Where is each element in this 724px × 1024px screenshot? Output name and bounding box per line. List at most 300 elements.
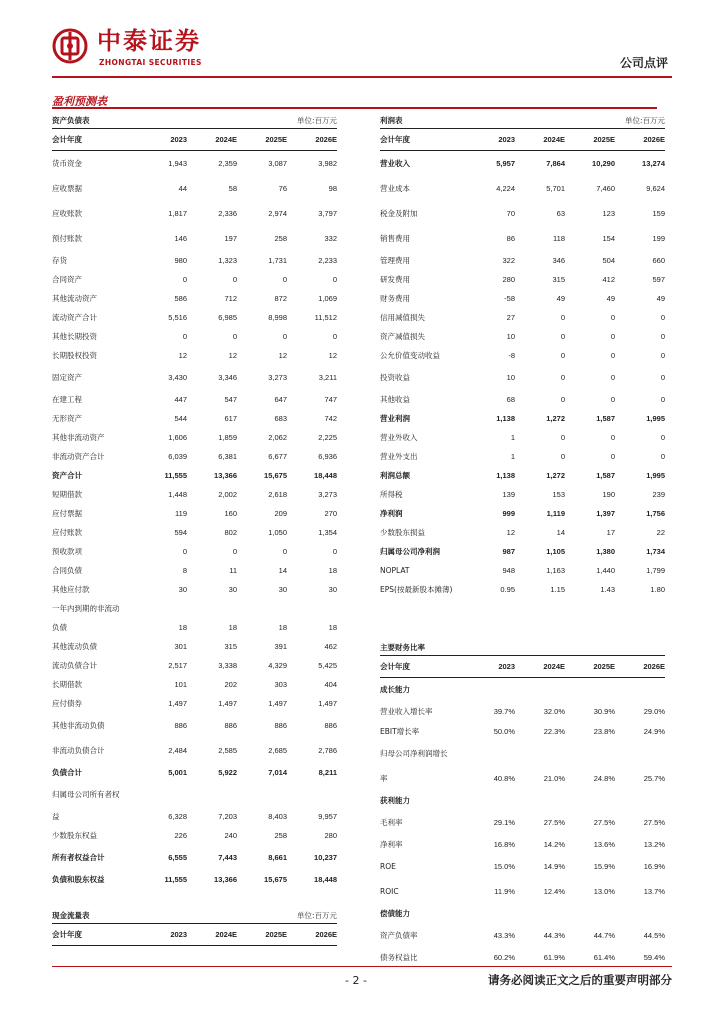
table-row [380, 810, 665, 835]
row-label: 所得税 [380, 490, 403, 499]
row-value: 3,982 [318, 159, 337, 168]
table-row [52, 542, 337, 561]
row-value: 13,366 [214, 875, 237, 884]
row-value: 7,203 [218, 812, 237, 821]
row-value: 0 [560, 395, 565, 404]
table-row [52, 713, 337, 738]
row-value: 0 [232, 332, 237, 341]
row-value: 1,138 [496, 414, 515, 423]
row-value: 6,328 [168, 812, 187, 821]
row-value: 1.80 [650, 585, 665, 594]
table-row [52, 151, 337, 176]
row-value: 1,497 [218, 699, 237, 708]
row-value: 159 [652, 209, 665, 218]
table-row [52, 845, 337, 870]
table-row [52, 656, 337, 675]
row-value: 0 [660, 332, 665, 341]
row-value: 32.0% [543, 706, 565, 716]
income-statement-title-bar [380, 112, 665, 129]
row-value: 76 [278, 184, 287, 193]
row-value: 2,002 [218, 490, 237, 499]
table-row [52, 580, 337, 599]
row-value: 9,957 [318, 812, 337, 821]
row-label: 预收款项 [52, 547, 82, 556]
row-label: 营业利润 [380, 414, 410, 423]
row-value: 5,957 [496, 159, 515, 168]
page-number: - 2 - [345, 974, 367, 987]
row-value: 8,661 [268, 853, 287, 862]
table-row [380, 308, 665, 327]
row-value: 1,587 [596, 414, 615, 423]
row-value: 18,448 [314, 471, 337, 480]
row-value: 1,163 [546, 566, 565, 575]
row-value: 987 [502, 547, 515, 556]
row-value: 24.8% [593, 774, 615, 783]
row-value: 30 [328, 585, 337, 594]
row-value: 3,346 [218, 373, 237, 382]
table-row [52, 327, 337, 346]
row-label: 资产合计 [52, 471, 82, 480]
row-value: 504 [602, 256, 615, 265]
row-value: 23.8% [593, 727, 615, 736]
ratios-title-bar [380, 639, 665, 656]
row-label: 财务费用 [380, 294, 410, 303]
row-value: 6,985 [218, 313, 237, 322]
row-value: 544 [174, 414, 187, 423]
row-value: 886 [174, 721, 187, 730]
row-value: 0 [610, 373, 615, 382]
row-value: 29.0% [643, 706, 665, 716]
zhongtai-logo-icon [52, 28, 88, 64]
row-value: 0 [610, 433, 615, 442]
row-value: 27.5% [543, 818, 565, 827]
row-value: 12 [228, 351, 237, 360]
row-value: 5,922 [218, 768, 237, 777]
table-row [380, 447, 665, 466]
row-value: 24.9% [643, 727, 665, 736]
table-row [52, 694, 337, 713]
row-label: 在建工程 [52, 395, 82, 404]
row-value: 683 [274, 414, 287, 423]
row-value: 346 [552, 256, 565, 265]
row-value: -8 [508, 351, 515, 360]
row-value: 119 [175, 509, 187, 518]
row-value: 303 [274, 680, 287, 689]
row-value: 14.2% [543, 840, 565, 849]
row-value: 315 [224, 642, 237, 651]
table-row [380, 678, 665, 700]
row-value: 21.0% [543, 774, 565, 783]
row-value: 13,274 [642, 159, 665, 168]
table-row [380, 466, 665, 485]
row-label: 非流动负债合计 [52, 746, 105, 755]
row-value: 1,497 [268, 699, 287, 708]
table-row [52, 807, 337, 826]
row-label: 长期借款 [52, 680, 82, 689]
row-value: 2,359 [218, 159, 237, 168]
table-row [380, 948, 665, 967]
row-value: 391 [274, 642, 287, 651]
row-value: 3,430 [168, 373, 187, 382]
table-row [52, 346, 337, 365]
row-label: 预付账款 [52, 234, 82, 243]
row-value: 2,618 [268, 490, 287, 499]
row-value: 0 [282, 332, 287, 341]
row-value: 447 [174, 395, 187, 404]
table-row [52, 176, 337, 201]
row-value: 0 [182, 547, 187, 556]
row-value: 199 [652, 234, 665, 243]
row-value: 3,087 [268, 159, 287, 168]
row-label: 净利率 [380, 840, 403, 849]
disclaimer-text: 请务必阅读正文之后的重要声明部分 [488, 973, 672, 987]
income-statement-title: 利润表 [380, 115, 403, 125]
row-value: 747 [324, 395, 337, 404]
row-value: 0 [332, 275, 337, 284]
row-value: 597 [652, 275, 665, 284]
row-value: 280 [502, 275, 515, 284]
page-header [0, 0, 724, 80]
ratios-title: 主要财务比率 [380, 642, 425, 652]
row-value: 2,225 [318, 433, 337, 442]
table-row [380, 365, 665, 390]
row-label: 其他非流动资产 [52, 433, 105, 442]
row-value: 3,338 [218, 661, 237, 670]
row-label: 归属母公司净利润 [380, 547, 440, 556]
row-value: 118 [553, 234, 565, 243]
table-row [52, 308, 337, 327]
row-value: 18 [178, 623, 187, 632]
row-value: 190 [602, 490, 615, 499]
row-value: 0 [610, 313, 615, 322]
row-value: 11.9% [494, 887, 515, 896]
table-row [52, 504, 337, 523]
header-divider [52, 76, 672, 78]
row-label: 营业外收入 [380, 433, 418, 442]
row-value: 0 [660, 452, 665, 461]
table-row [380, 879, 665, 904]
footer-divider [52, 966, 672, 967]
row-label: 合同负债 [52, 566, 82, 575]
row-value: 1,943 [168, 159, 187, 168]
row-value: -58 [504, 294, 515, 303]
row-label: 归属母公司所有者权 [52, 790, 120, 799]
row-label: 应付票据 [52, 509, 82, 518]
row-value: 0 [282, 275, 287, 284]
row-value: 2,685 [268, 746, 287, 755]
row-value: 1,995 [646, 414, 665, 423]
row-value: 1,354 [318, 528, 337, 537]
row-value: 12 [278, 351, 287, 360]
row-label: 营业收入增长率 [380, 706, 433, 716]
row-value: 61.4% [593, 953, 615, 962]
row-label: 率 [380, 774, 388, 783]
row-value: 0 [182, 332, 187, 341]
row-value: 1,069 [318, 294, 337, 303]
table-row [380, 485, 665, 504]
row-value: 197 [224, 234, 237, 243]
row-label: 毛利率 [380, 818, 403, 827]
row-label: 负债合计 [52, 768, 82, 777]
row-value: 1,606 [168, 433, 187, 442]
table-row [380, 741, 665, 766]
cash-flow-title-bar [52, 907, 337, 924]
row-label: 债务权益比 [380, 953, 418, 962]
row-value: 1,731 [268, 256, 287, 265]
row-value: 3,273 [268, 373, 287, 382]
row-value: 12 [178, 351, 187, 360]
row-value: 7,014 [268, 768, 287, 777]
table-row [52, 428, 337, 447]
table-row [52, 637, 337, 656]
logo-text-en: ZHONGTAI SECURITIES [99, 58, 202, 67]
row-value: 0 [332, 332, 337, 341]
row-value: 13.2% [643, 840, 665, 849]
table-row [380, 390, 665, 409]
left-column [52, 112, 337, 946]
row-value: 280 [324, 831, 337, 840]
row-value: 86 [506, 234, 515, 243]
row-value: 7,864 [546, 159, 565, 168]
row-value: 1,497 [168, 699, 187, 708]
row-value: 5,701 [546, 184, 565, 193]
row-label: NOPLAT [380, 566, 410, 575]
row-value: 1,138 [496, 471, 515, 480]
row-value: 5,001 [168, 768, 187, 777]
table-row [380, 251, 665, 270]
table-row [380, 580, 665, 599]
row-label: 应付账款 [52, 528, 82, 537]
row-value: 4,224 [496, 184, 515, 193]
row-value: 1,323 [218, 256, 237, 265]
row-value: 2,585 [218, 746, 237, 755]
ratios-body [380, 678, 665, 967]
row-value: 0 [560, 332, 565, 341]
table-row [52, 763, 337, 782]
table-row [52, 251, 337, 270]
row-label: 流动资产合计 [52, 313, 97, 322]
row-value: 10 [506, 332, 515, 341]
row-value: 3,797 [318, 209, 337, 218]
row-label: 一年内到期的非流动 [52, 604, 120, 613]
row-value: 0 [610, 332, 615, 341]
row-value: 44 [178, 184, 187, 193]
row-value: 123 [602, 209, 615, 218]
row-label: 营业收入 [380, 159, 410, 168]
row-value: 404 [324, 680, 337, 689]
row-value: 0 [660, 351, 665, 360]
row-value: 586 [174, 294, 187, 303]
ratios-header-row: 会计年度 2023 2024E 2025E 2026E [380, 656, 665, 678]
table-row [52, 201, 337, 226]
row-value: 12 [328, 351, 337, 360]
row-value: 11,512 [314, 313, 337, 322]
row-value: 0 [182, 275, 187, 284]
table-row [380, 722, 665, 741]
row-value: 594 [174, 528, 187, 537]
row-value: 0 [660, 313, 665, 322]
row-value: 60.2% [493, 953, 515, 962]
balance-sheet-title-bar [52, 112, 337, 129]
row-value: 1,272 [546, 471, 565, 480]
row-label: EPS(按最新股本摊薄) [380, 585, 453, 594]
row-value: 6,555 [168, 853, 187, 862]
income-statement-unit: 单位:百万元 [624, 115, 665, 125]
row-value: 258 [274, 831, 287, 840]
row-label: 净利润 [380, 509, 403, 518]
row-value: 322 [502, 256, 515, 265]
balance-sheet-body [52, 151, 337, 889]
row-value: 0 [560, 351, 565, 360]
balance-sheet-header-row: 会计年度 2023 2024E 2025E 2026E [52, 129, 337, 151]
row-label: 存货 [52, 256, 67, 265]
row-value: 2,233 [318, 256, 337, 265]
cash-flow-title: 现金流量表 [52, 910, 90, 920]
row-label: 少数股东权益 [52, 831, 97, 840]
row-label: 无形资产 [52, 414, 82, 423]
table-row [52, 409, 337, 428]
row-value: 209 [274, 509, 287, 518]
row-value: 660 [652, 256, 665, 265]
table-row [380, 923, 665, 948]
row-value: 1,859 [218, 433, 237, 442]
row-label: 非流动资产合计 [52, 452, 105, 461]
row-value: 16.9% [643, 862, 665, 871]
row-value: 13.7% [643, 887, 665, 896]
table-row [380, 542, 665, 561]
table-row [380, 854, 665, 879]
table-row [380, 700, 665, 722]
row-value: 39.7% [493, 706, 515, 716]
row-value: 412 [602, 275, 615, 284]
row-label: 所有者权益合计 [52, 853, 105, 862]
row-value: 43.3% [493, 931, 515, 940]
table-row [52, 618, 337, 637]
row-value: 11 [229, 566, 237, 575]
row-label: 长期股权投资 [52, 351, 97, 360]
table-row [52, 270, 337, 289]
row-label: 短期借款 [52, 490, 82, 499]
row-value: 5,425 [318, 661, 337, 670]
table-row [380, 151, 665, 176]
row-value: 27 [506, 313, 515, 322]
row-label: 资产负债率 [380, 931, 418, 940]
row-value: 13,366 [214, 471, 237, 480]
row-value: 2,336 [218, 209, 237, 218]
row-value: 49 [656, 294, 665, 303]
row-value: 1,497 [318, 699, 337, 708]
row-label: EBIT增长率 [380, 727, 420, 736]
row-label: 少数股东损益 [380, 528, 425, 537]
row-value: 7,460 [596, 184, 615, 193]
row-value: 101 [174, 680, 187, 689]
row-value: 1,756 [646, 509, 665, 518]
table-row [52, 466, 337, 485]
row-value: 6,936 [318, 452, 337, 461]
row-value: 13.6% [593, 840, 615, 849]
row-value: 7,443 [218, 853, 237, 862]
row-value: 1,380 [596, 547, 615, 556]
row-value: 1 [510, 452, 515, 461]
row-value: 980 [174, 256, 187, 265]
row-value: 1,440 [596, 566, 615, 575]
row-value: 647 [274, 395, 287, 404]
table-row [52, 523, 337, 542]
row-value: 547 [224, 395, 237, 404]
row-value: 332 [324, 234, 337, 243]
row-value: 49 [556, 294, 565, 303]
row-value: 0 [610, 351, 615, 360]
row-value: 44.5% [643, 931, 665, 940]
row-value: 27.5% [643, 818, 665, 827]
row-value: 2,062 [268, 433, 287, 442]
row-value: 1,799 [646, 566, 665, 575]
balance-sheet-title: 资产负债表 [52, 115, 90, 125]
row-label: ROIC [380, 887, 399, 896]
row-value: 8,211 [318, 768, 337, 777]
row-label: 销售费用 [380, 234, 410, 243]
row-label: 税金及附加 [380, 209, 418, 218]
row-value: 17 [606, 528, 615, 537]
logo-text-cn: 中泰证券 [97, 27, 201, 55]
row-value: 154 [602, 234, 615, 243]
balance-sheet-unit: 单位:百万元 [296, 115, 337, 125]
row-value: 6,677 [268, 452, 287, 461]
row-value: 202 [224, 680, 237, 689]
row-value: 258 [274, 234, 287, 243]
row-label: 其他流动资产 [52, 294, 97, 303]
table-row [380, 835, 665, 854]
row-value: 13.0% [593, 887, 615, 896]
row-value: 50.0% [493, 727, 515, 736]
table-row [380, 289, 665, 308]
row-value: 0 [232, 547, 237, 556]
row-value: 0 [232, 275, 237, 284]
row-label: 其他流动负债 [52, 642, 97, 651]
row-label: 负债和股东权益 [52, 875, 105, 884]
row-value: 1,734 [646, 547, 665, 556]
row-value: 22.3% [543, 727, 565, 736]
table-row [52, 289, 337, 308]
row-value: 14 [278, 566, 287, 575]
row-value: 15,675 [264, 875, 287, 884]
row-value: 30.9% [593, 706, 615, 716]
row-value: 1,448 [168, 490, 187, 499]
row-value: 146 [174, 234, 187, 243]
row-value: 14 [556, 528, 565, 537]
row-value: 29.1% [493, 818, 515, 827]
row-value: 8,998 [268, 313, 287, 322]
row-label: 固定资产 [52, 373, 82, 382]
row-value: 0 [560, 452, 565, 461]
row-value: 12.4% [543, 887, 565, 896]
section-title: 盈利预测表 [52, 90, 657, 109]
table-row [380, 791, 665, 810]
row-label: 营业外支出 [380, 452, 418, 461]
right-column [380, 112, 665, 967]
row-value: 14.9% [543, 862, 565, 871]
row-value: 872 [274, 294, 287, 303]
table-row [52, 826, 337, 845]
table-row [52, 447, 337, 466]
row-value: 30 [178, 585, 187, 594]
row-value: 0 [332, 547, 337, 556]
row-value: 1,817 [168, 209, 187, 218]
row-value: 30 [278, 585, 287, 594]
table-row [380, 270, 665, 289]
row-value: 15,675 [264, 471, 287, 480]
row-value: 16.8% [493, 840, 515, 849]
